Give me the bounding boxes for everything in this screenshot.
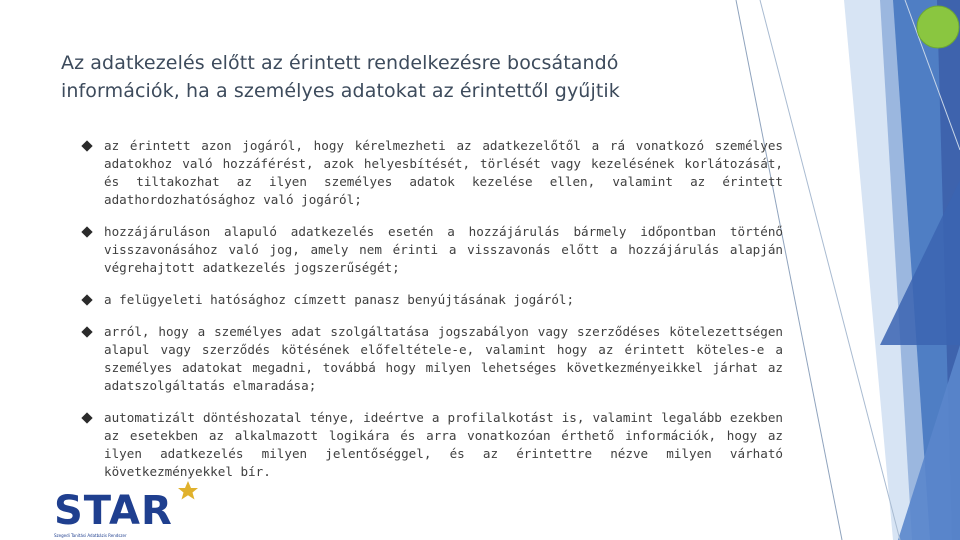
list-item [80, 291, 783, 309]
logo-star-icon [178, 481, 198, 500]
list-item [80, 409, 783, 481]
list-item-text: hozzájáruláson alapuló adatkezelés esetén a hozzájárulás bármely időpontban történő visszavonásához való jog, amely nem érinti a visszavonás előtt a hozzájárulás alapján végrehajtott adatkezelés jogszerűségét; [104, 224, 783, 275]
list-item-text: arról, hogy a személyes adat szolgáltatása jogszabályon vagy szerződéses kötelezettségen alapul vagy szerződés kötésének előfeltétele-e, valamint hogy az érintett köteles-e a személyes adatokat megadni, továbbá hogy milyen lehetséges következményeikkel járhat az adatszolgáltatás elmaradása; [104, 324, 783, 393]
logo-wordmark: STAR [54, 488, 173, 534]
diamond-bullet-icon [81, 294, 92, 305]
diamond-bullet-icon [81, 412, 92, 423]
slide-title: Az adatkezelés előtt az érintett rendelkezésre bocsátandó információk, ha a személyes adatokat az érintettől gyűjtik [61, 52, 620, 102]
diamond-bullet-icon [81, 326, 92, 337]
list-item [80, 223, 783, 277]
list-item-text: automatizált döntéshozatal ténye, ideértve a profilalkotást is, valamint legalább ezekben az esetekben az alkalmazott logikára és arra vonatkozóan érthető információk, hogy az ilyen adatkezelés milyen jelentőséggel, és az érintettre nézve milyen várható következményekkel bír. [104, 410, 783, 479]
list-item [80, 137, 783, 209]
diamond-bullet-icon [81, 140, 92, 151]
green-circle-icon [917, 6, 959, 48]
bullet-list [80, 137, 783, 495]
diamond-bullet-icon [81, 226, 92, 237]
list-item-text: a felügyeleti hatósághoz címzett panasz benyújtásának jogáról; [104, 292, 575, 307]
list-item-text: az érintett azon jogáról, hogy kérelmezheti az adatkezelőtől a rá vonatkozó személyes adatokhoz való hozzáférést, azok helyesbítését, törlését vagy kezelésének korlátozását, és tiltakozhat az ilyen személyes adatok kezelése ellen, valamint az érintett adathordozhatósághoz való jogáról; [104, 138, 783, 207]
list-item [80, 323, 783, 395]
star-logo [52, 478, 202, 540]
logo-tagline: Szegedi Tanítási Adatbázis Rendszer [54, 533, 127, 538]
